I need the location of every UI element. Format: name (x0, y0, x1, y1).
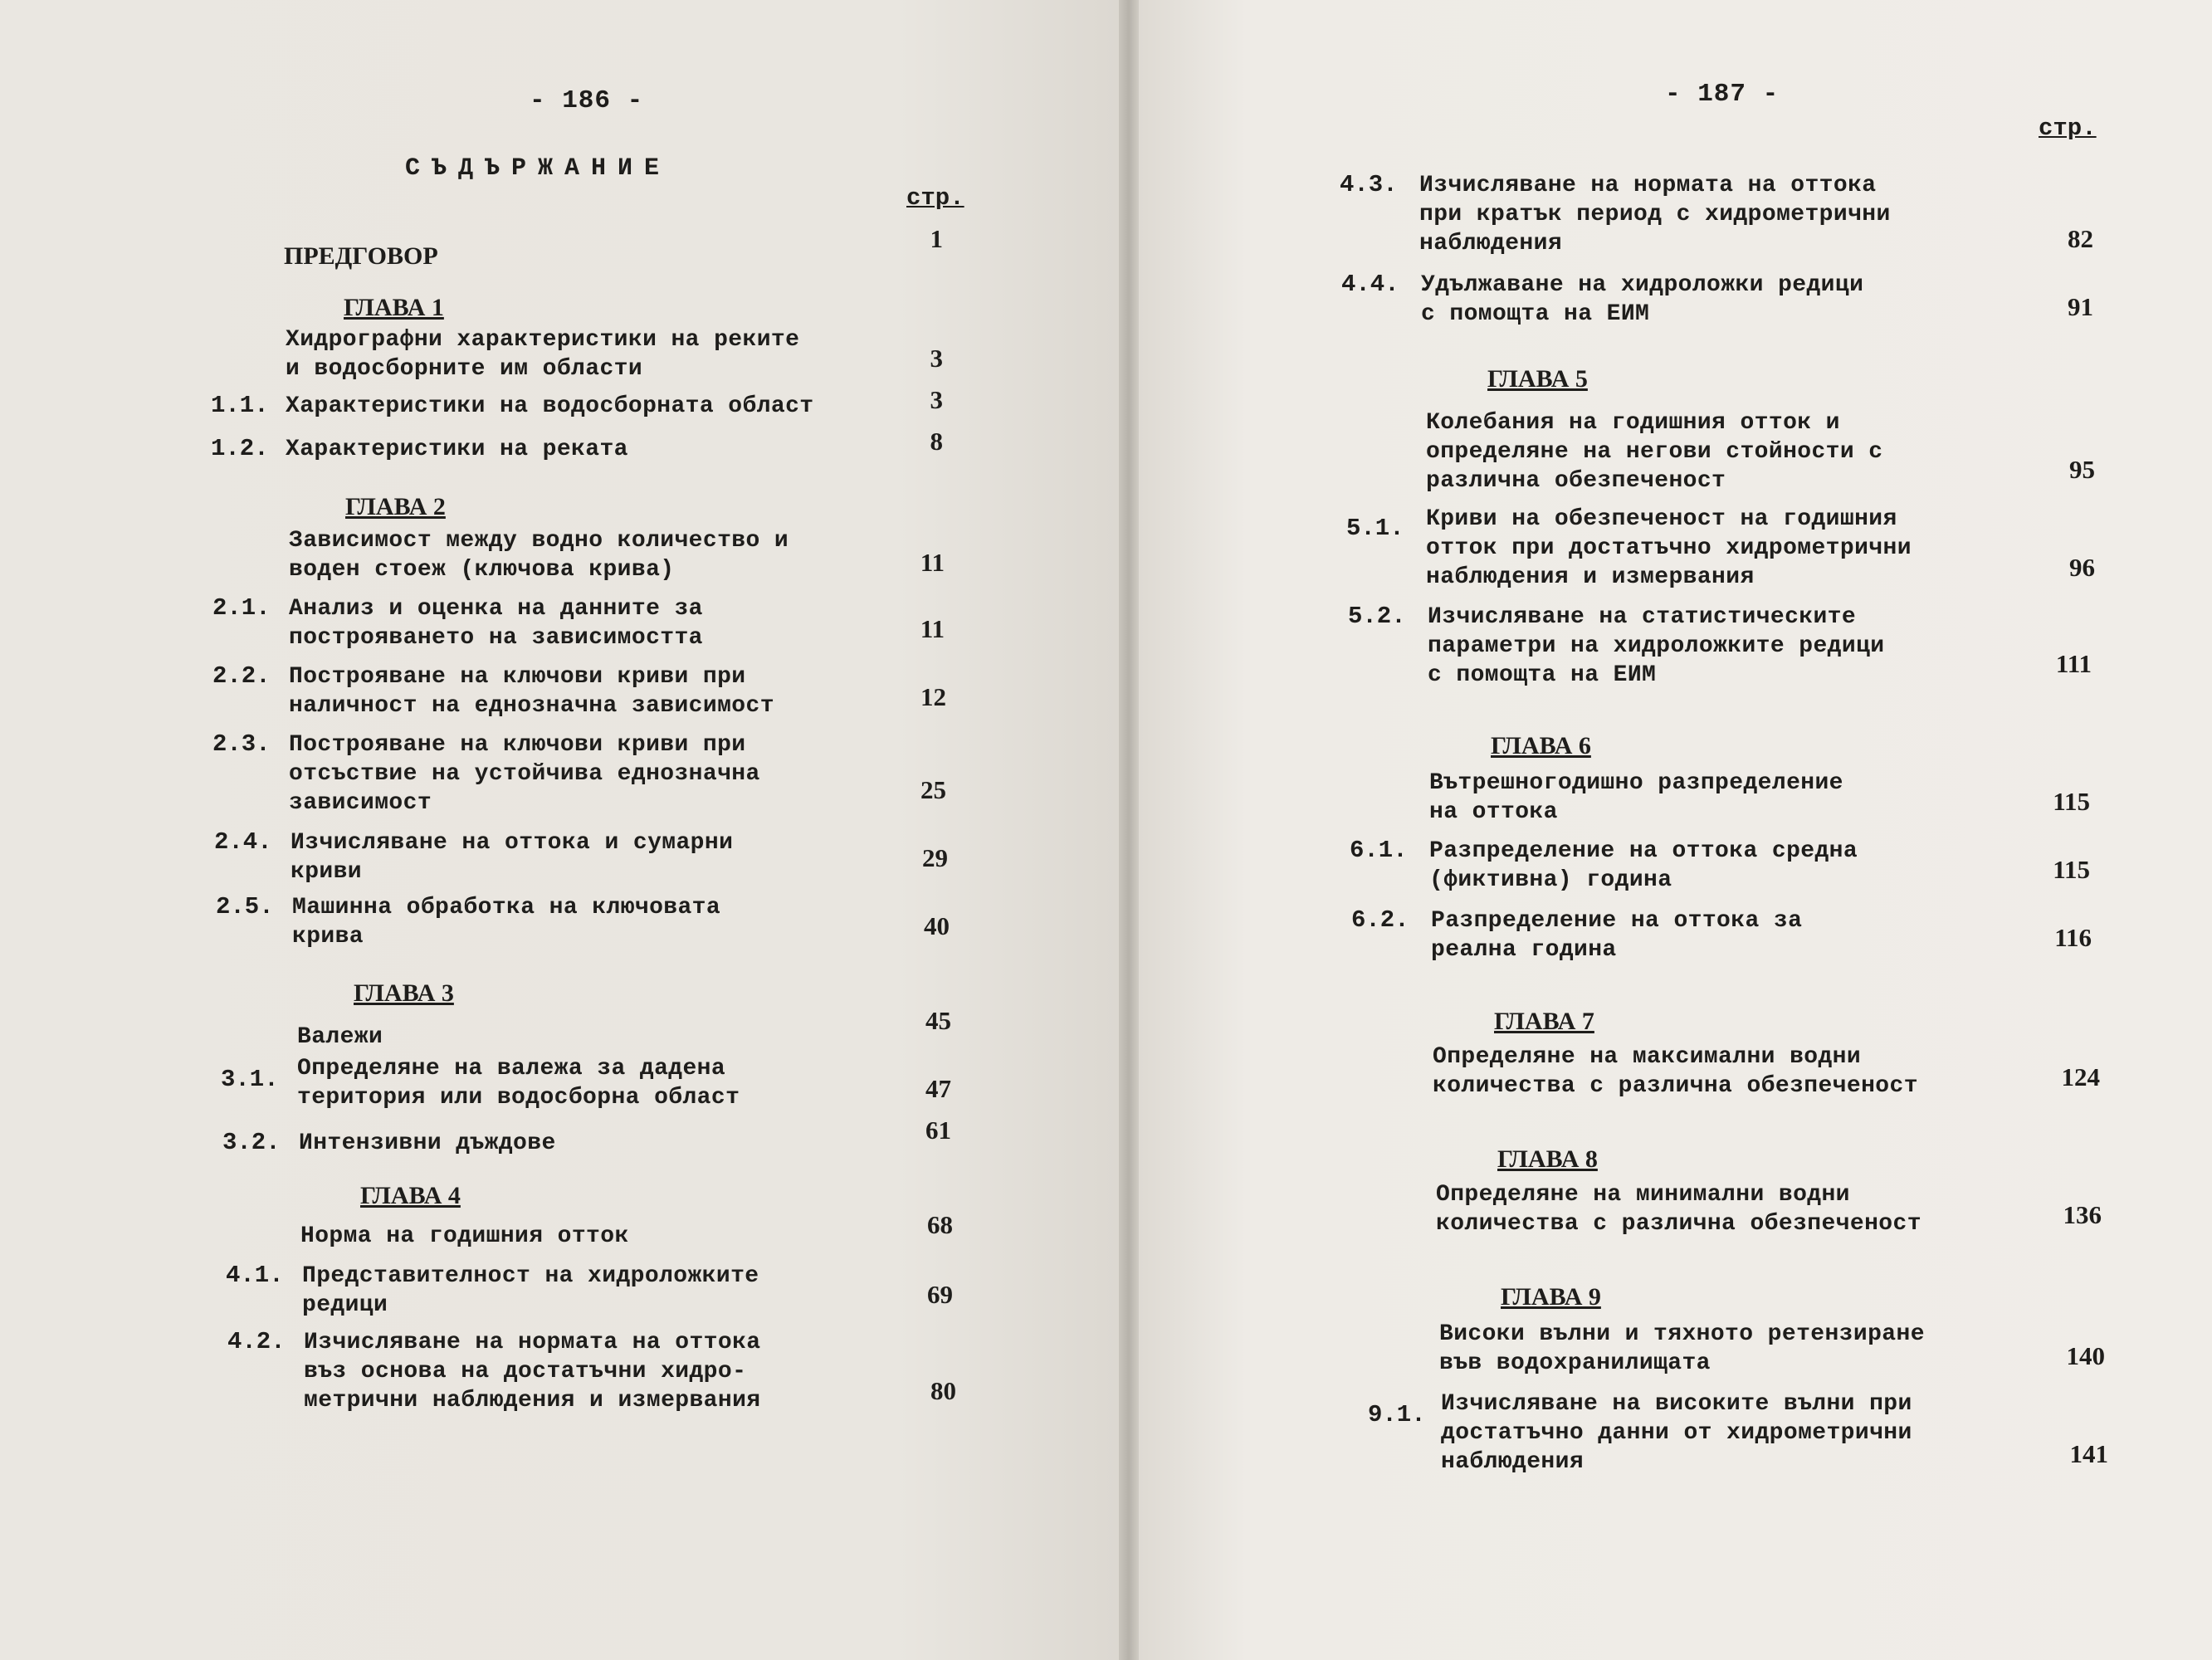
section-2-4-page: 29 (922, 843, 948, 872)
section-2-1-page: 11 (920, 614, 945, 643)
section-number: 2.4. (214, 828, 272, 856)
section-number: 1.2. (211, 435, 269, 462)
toc-entry-2-5 (216, 893, 720, 951)
chapter-7-entry (1433, 1042, 1918, 1101)
chapter-9-heading: ГЛАВА 9 (1501, 1283, 1601, 1311)
page-column-label-right: стр. (2039, 115, 2097, 142)
section-6-2-page: 116 (2054, 923, 2092, 952)
chapter-6-entry (1429, 769, 1843, 827)
chapter-3-title: Валежи (297, 1024, 383, 1050)
section-title: Характеристики на реката (286, 437, 628, 462)
section-title: Разпределение на оттока за реална година (1431, 908, 1803, 963)
toc-entry-1-2 (211, 435, 628, 464)
chapter-2-page: 11 (920, 548, 945, 577)
toc-entry-4-2 (227, 1328, 761, 1415)
section-number: 5.1. (1346, 515, 1404, 542)
toc-entry-2-4 (214, 828, 733, 886)
chapter-9-entry (1439, 1320, 1925, 1378)
section-number: 3.1. (221, 1066, 279, 1093)
section-2-2-page: 12 (920, 682, 946, 711)
chapter-7-title: Определяне на максимални водни количества с различна обезпеченост (1433, 1044, 1918, 1099)
section-title: Удължаване на хидроложки редици с помощта на ЕИМ (1421, 272, 1864, 327)
book-gutter (1119, 0, 1139, 1660)
toc-entry-2-2 (212, 662, 774, 720)
chapter-9-page: 140 (2066, 1341, 2105, 1370)
toc-entry-2-3 (212, 730, 760, 818)
section-title: Криви на обезпеченост на годишния отток при достатъчно хидрометрични наблюдения и измервания (1426, 506, 1912, 590)
section-title: Изчисляване на високите вълни при достатъчно данни от хидрометрични наблюдения (1441, 1391, 1912, 1475)
chapter-2-title: Зависимост между водно количество и воден стоеж (ключова крива) (289, 528, 789, 583)
section-title: Построяване на ключови криви при отсъствие на устойчива еднозначна зависимост (289, 732, 760, 816)
chapter-1-title: Хидрографни характеристики на реките и водосборните им области (286, 327, 800, 382)
chapter-7-page: 124 (2061, 1062, 2100, 1091)
preface-label: ПРЕДГОВОР (284, 242, 438, 270)
toc-entry-3-1 (221, 1054, 740, 1112)
chapter-1-heading: ГЛАВА 1 (344, 294, 444, 321)
chapter-3-page: 45 (925, 1006, 951, 1035)
chapter-6-heading: ГЛАВА 6 (1491, 732, 1591, 759)
page-column-label-left: стр. (906, 184, 964, 212)
chapter-8-page: 136 (2063, 1200, 2102, 1229)
chapter-5-page: 95 (2069, 455, 2095, 484)
section-number: 2.1. (212, 594, 271, 622)
section-title: Изчисляване на статистическите параметри на хидроложките редици с помощта на ЕИМ (1428, 604, 1885, 688)
chapter-3-entry (297, 1023, 383, 1052)
section-title: Изчисляване на нормата на оттока въз основа на достатъчни хидро- метрични наблюдения и измервания (304, 1330, 761, 1413)
preface-page: 1 (930, 224, 943, 253)
toc-entry-9-1 (1368, 1389, 1912, 1477)
section-number: 6.1. (1350, 837, 1408, 864)
section-number: 4.1. (226, 1262, 284, 1289)
toc-entry-1-1 (211, 392, 814, 421)
section-9-1-page: 141 (2069, 1439, 2108, 1468)
chapter-2-entry (289, 526, 789, 584)
chapter-4-entry (300, 1222, 629, 1251)
page-number-right: - 187 - (1665, 80, 1780, 109)
chapter-1-page: 3 (930, 344, 943, 373)
chapter-4-heading: ГЛАВА 4 (360, 1182, 461, 1209)
chapter-5-title: Колебания на годишния отток и определяне на негови стойности с различна обезпеченост (1426, 410, 1883, 494)
page-number-left: - 186 - (530, 86, 644, 115)
section-number: 2.3. (212, 730, 271, 758)
section-title: Разпределение на оттока средна (фиктивна) година (1429, 838, 1858, 893)
toc-entry-4-1 (226, 1262, 759, 1320)
section-4-1-page: 69 (927, 1280, 953, 1309)
chapter-7-heading: ГЛАВА 7 (1494, 1008, 1594, 1035)
section-title: Определяне на валежа за дадена територия или водосборна област (297, 1056, 740, 1111)
section-3-1-page: 47 (925, 1074, 951, 1103)
section-3-2-page: 61 (925, 1116, 951, 1145)
section-title: Изчисляване на нормата на оттока при кратък период с хидрометрични наблюдения (1419, 173, 1891, 256)
section-title: Характеристики на водосборната област (286, 393, 814, 419)
toc-entry-5-2 (1348, 603, 1885, 690)
section-title: Интензивни дъждове (299, 1130, 556, 1156)
chapter-8-heading: ГЛАВА 8 (1497, 1145, 1598, 1173)
section-number: 4.4. (1341, 271, 1399, 298)
section-title: Представителност на хидроложките редици (302, 1263, 759, 1318)
section-title: Построяване на ключови криви при наличност на еднозначна зависимост (289, 664, 774, 719)
section-number: 3.2. (222, 1129, 281, 1156)
section-number: 6.2. (1351, 906, 1409, 934)
chapter-9-title: Високи вълни и тяхното ретензиране във водохранилищата (1439, 1321, 1925, 1376)
section-4-3-page: 82 (2068, 224, 2093, 253)
chapter-8-entry (1436, 1180, 1921, 1238)
section-number: 2.2. (212, 662, 271, 690)
section-number: 4.3. (1340, 171, 1398, 198)
chapter-5-heading: ГЛАВА 5 (1487, 365, 1588, 393)
section-title: Машинна обработка на ключовата крива (292, 895, 721, 950)
section-title: Изчисляване на оттока и сумарни криви (291, 830, 734, 885)
section-5-2-page: 111 (2055, 649, 2092, 678)
toc-entry-6-2 (1351, 906, 1802, 964)
toc-title: СЪДЪРЖАНИЕ (405, 154, 671, 183)
section-number: 4.2. (227, 1328, 286, 1355)
section-1-1-page: 3 (930, 385, 943, 414)
section-5-1-page: 96 (2069, 553, 2095, 582)
section-number: 2.5. (216, 893, 274, 920)
section-number: 1.1. (211, 392, 269, 419)
toc-entry-4-3 (1340, 171, 1891, 258)
chapter-3-heading: ГЛАВА 3 (354, 979, 454, 1007)
section-6-1-page: 115 (2053, 855, 2090, 884)
chapter-4-title: Норма на годишния отток (300, 1223, 629, 1249)
chapter-1-entry (286, 325, 799, 383)
section-title: Анализ и оценка на данните за построяването на зависимостта (289, 596, 703, 651)
toc-entry-4-4 (1341, 271, 1863, 329)
section-1-2-page: 8 (930, 427, 943, 456)
section-4-2-page: 80 (930, 1376, 956, 1405)
right-page (1139, 0, 2212, 1660)
toc-entry-3-2 (222, 1129, 556, 1158)
section-number: 5.2. (1348, 603, 1406, 630)
toc-entry-6-1 (1350, 837, 1858, 895)
chapter-8-title: Определяне на минимални водни количества с различна обезпеченост (1436, 1182, 1921, 1237)
section-4-4-page: 91 (2068, 292, 2093, 321)
section-number: 9.1. (1368, 1401, 1426, 1428)
toc-entry-2-1 (212, 594, 703, 652)
section-2-5-page: 40 (924, 911, 950, 940)
chapter-4-page: 68 (927, 1210, 953, 1239)
chapter-2-heading: ГЛАВА 2 (345, 493, 446, 520)
chapter-5-entry (1426, 408, 1883, 496)
chapter-6-page: 115 (2053, 787, 2090, 816)
chapter-6-title: Вътрешногодишно разпределение на оттока (1429, 770, 1843, 825)
toc-entry-5-1 (1346, 505, 1912, 592)
section-2-3-page: 25 (920, 775, 946, 804)
